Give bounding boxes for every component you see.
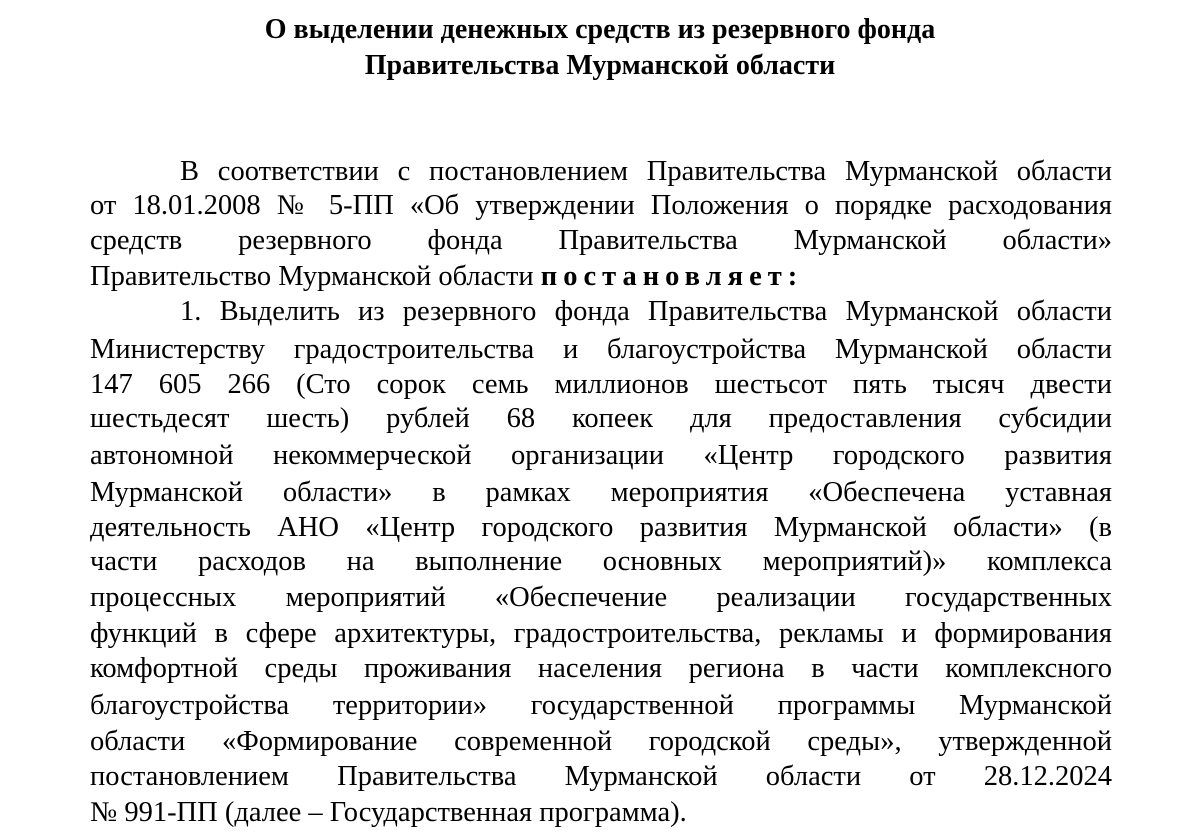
item1-line-5: автономной некоммерческой организации «Центр городского развития <box>90 440 1112 471</box>
item1-line-6: Мурманской области» в рамках мероприятия «Обеспечена уставная <box>90 477 1112 508</box>
item1-line-14: постановлением Правительства Мурманской области от 28.12.2024 <box>90 761 1112 792</box>
resolution-word: постановляет: <box>540 261 804 292</box>
item1-line-1: 1. Выделить из резервного фонда Правительства Мурманской области <box>180 296 1112 327</box>
preamble-line-2: от 18.01.2008 № 5-ПП «Об утверждении Положения о порядке расходования <box>90 190 1112 221</box>
preamble-line-3: средств резервного фонда Правительства Мурманской области» <box>90 225 1112 256</box>
item1-line-15: № 991-ПП (далее – Государственная программа). <box>90 797 687 828</box>
item1-line-10: функций в сфере архитектуры, градостроительства, рекламы и формирования <box>90 618 1112 649</box>
item1-line-12: благоустройства территории» государственной программы Мурманской <box>90 690 1112 721</box>
item1-line-13: области «Формирование современной городской среды», утвержденной <box>90 726 1112 757</box>
item1-line-2: Министерству градостроительства и благоустройства Мурманской области <box>90 334 1112 365</box>
item1-line-3: 147 605 266 (Сто сорок семь миллионов шестьсот пять тысяч двести <box>90 369 1112 400</box>
item1-line-7: деятельность АНО «Центр городского развития Мурманской области» (в <box>90 512 1112 543</box>
item1-line-11: комфортной среды проживания населения региона в части комплексного <box>90 653 1112 684</box>
preamble-line-4 <box>90 260 1112 294</box>
item1-line-4: шестьдесят шесть) рублей 68 копеек для предоставления субсидии <box>90 403 1112 434</box>
preamble-line-4-text: Правительство Мурманской области <box>90 261 541 292</box>
document-title-line-1: О выделении денежных средств из резервного фонда <box>264 14 936 45</box>
preamble-line-1: В соответствии с постановлением Правительства Мурманской области <box>180 156 1112 187</box>
item1-line-8: части расходов на выполнение основных мероприятий)» комплекса <box>90 546 1112 577</box>
item1-line-9: процессных мероприятий «Обеспечение реализации государственных <box>90 582 1112 613</box>
document-title-line-2: Правительства Мурманской области <box>364 50 836 81</box>
